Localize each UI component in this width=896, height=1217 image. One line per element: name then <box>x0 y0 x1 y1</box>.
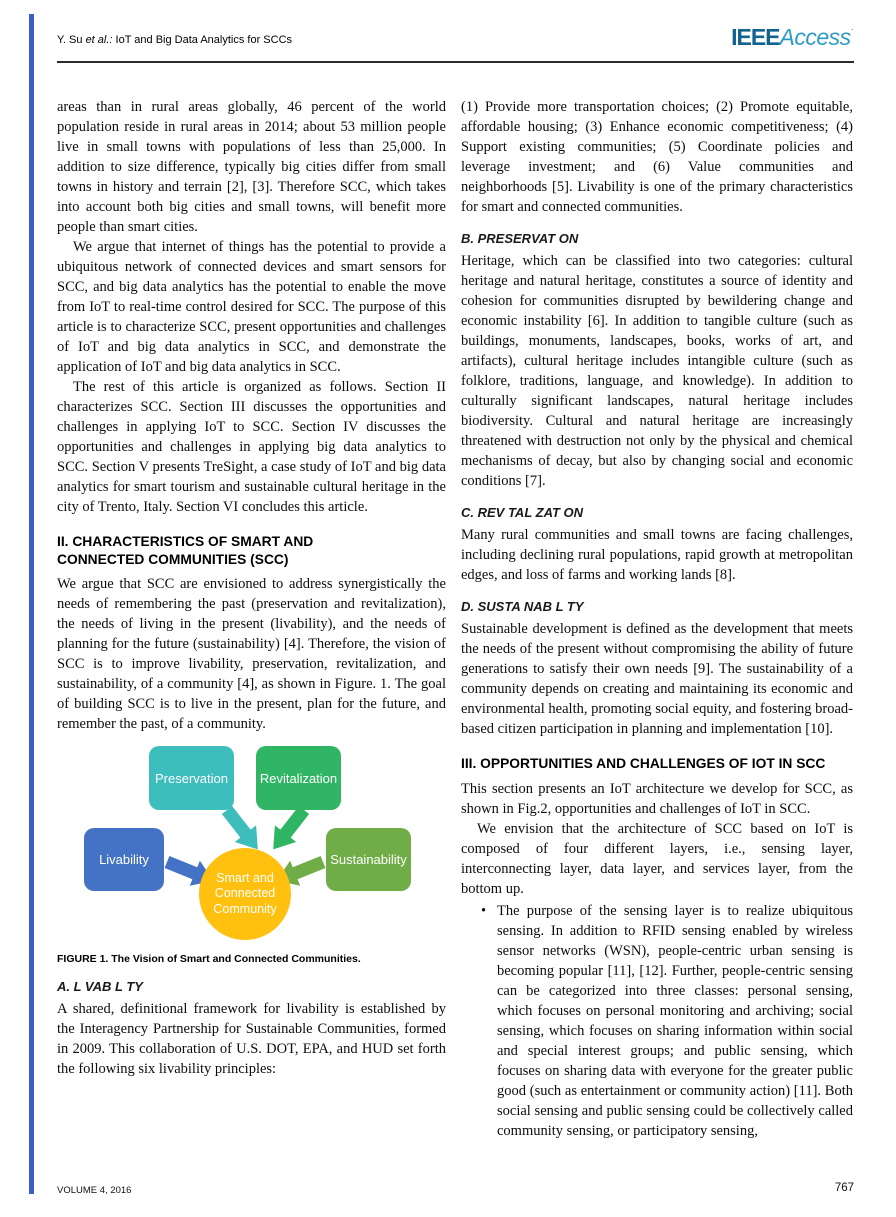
node-livability: Livability <box>84 828 164 891</box>
section-heading-iii: III. OPPORTUNITIES AND CHALLENGES OF IOT IN SCC <box>461 756 826 771</box>
paragraph: A shared, definitional framework for livability is established by the Interagency Partnership for Sustainable Communities, formed in 2009. This collaboration of U.S. DOT, EPA, and HUD set forth the following six livability principles: <box>57 1001 446 1077</box>
subsection-heading-d: D. SUSTA NAB L TY <box>461 599 584 614</box>
subsection-heading-a: A. L VAB L TY <box>57 979 143 994</box>
footer-page-number: 767 <box>834 1182 854 1194</box>
paragraph: areas than in rural areas globally, 46 percent of the world population reside in rural areas in 2014; about 53 million people live in small towns with populations of less than 25,000. In addition to size difference, typically big cities differ from small towns in history and terrain [2], [3]. Therefore SCC, which takes into account both big cities and small towns, will benefit more people than smart cities. <box>57 99 446 235</box>
left-column <box>57 97 446 1079</box>
list-item <box>461 901 853 1141</box>
figure-caption-text: The Vision of Smart and Connected Communities. <box>111 953 361 965</box>
running-head <box>57 34 292 46</box>
paragraph: (1) Provide more transportation choices; (2) Promote equitable, affordable housing; (3) Enhance economic competitiveness; (4) Support existing communities; (5) Coordinate policies and leverage investment; and (6) Value communities and neighborhoods [5]. Livability is one of the primary characteristics for smart and connected communities. <box>461 99 853 215</box>
header-divider <box>57 61 854 63</box>
revitalization-arrow-icon <box>263 802 315 858</box>
logo-registered-mark: · <box>850 24 854 35</box>
running-head-etal: et al.: <box>85 34 113 46</box>
ieee-access-logo <box>731 24 854 51</box>
figure-1-diagram <box>57 744 446 944</box>
list-item-text: The purpose of the sensing layer is to realize ubiquitous sensing. In addition to RFID sensing enabled by wireless sensor networks (WSN), people-centric urban sensing is becoming popular [11], [12]. Further, people-centric sensing can be categorized into three classes: personal sensing, which focuses on personal monitoring and archiving; social sensing, which focuses on sharing information within social and special interest groups; and public sensing, which focuses on sharing data with everyone for the greater public good (such as entertainment or community action) [11]. Both social sensing and public sensing could be collectively called community sensing, or participatory sensing, <box>497 902 853 1139</box>
footer-volume: VOLUME 4, 2016 <box>57 1185 132 1196</box>
ieee-logo-text: IEEE <box>731 24 780 50</box>
center-label-line2: Connected <box>214 886 276 901</box>
center-label-line1: Smart and <box>216 870 274 885</box>
running-head-title: IoT and Big Data Analytics for SCCs <box>115 34 293 46</box>
node-preservation: Preservation <box>149 746 234 810</box>
access-logo-text: Access <box>779 24 851 50</box>
paragraph: The rest of this article is organized as follows. Section II characterizes SCC. Section III discusses the opportunities and challenges in applying IoT to SCC. Section IV discusses the opportunities and challenges in applying big data analytics to SCC. Section V presents TreSight, a case study of IoT and big data analytics for smart tourism and sustainable cultural heritage in the city of Trento, Italy. Section VI concludes this article. <box>57 379 446 515</box>
figure-caption-label: FIGURE 1. <box>57 953 109 965</box>
section-heading-ii <box>57 533 446 568</box>
section-heading-ii-line1: II. CHARACTERISTICS OF SMART AND <box>57 534 314 549</box>
paragraph: Many rural communities and small towns are facing challenges, including declining rural populations, rapid growth at metropolitan edges, and loss of farms and working lands [8]. <box>461 527 853 583</box>
paragraph: We argue that internet of things has the potential to provide a ubiquitous network of connected devices and smart sensors for SCC, and big data analytics has the potential to enable the move from IoT to real-time control desired for SCC. The purpose of this article is to characterize SCC, present opportunities and challenges of IoT and big data analytics in SCC, and demonstrate the application of IoT and big data analytics in SCC. <box>57 239 446 375</box>
paragraph: Heritage, which can be classified into two categories: cultural heritage and natural heritage, constitutes a source of identity and cohesion for communities disrupted by bewildering change and economic instability [6]. In addition to tangible culture (such as buildings, monuments, landscapes, books, works of art, and artifacts), cultural heritage includes intangible culture (such as folklore, traditions, language, and knowledge). In addition to culturally significant landscapes, natural heritage includes biodiversity. Cultural and natural heritage are increasingly threatened with destruction not only by the physical and chemical mechanisms of decay, but also by changing social and economic conditions [7]. <box>461 253 853 489</box>
figure-1 <box>57 744 446 965</box>
paragraph: This section presents an IoT architecture we develop for SCC, as shown in Fig.2, opportunities and challenges of IoT in SCC. <box>461 780 853 817</box>
paragraph: We envision that the architecture of SCC based on IoT is composed of four different layers, i.e., sensing layer, interconnecting layer, data layer, and services layer, from the bottom up. <box>461 820 853 897</box>
paragraph: Sustainable development is defined as the development that meets the needs of the present without compromising the ability of future generations to satisfy their own needs [9]. The sustainability of a community depends on creating and maintaining its economic and environmental health, promoting social equity, and fostering broad-based citizen participation in planning and implementation [10]. <box>461 621 853 737</box>
center-label-line3: Community <box>213 901 277 916</box>
section-heading-ii-line2: CONNECTED COMMUNITIES (SCC) <box>57 551 289 567</box>
node-revitalization: Revitalization <box>256 746 341 810</box>
figure-1-caption <box>57 953 446 965</box>
node-sustainability: Sustainability <box>326 828 411 891</box>
subsection-heading-c: C. REV TAL ZAT ON <box>461 505 584 520</box>
running-head-author: Y. Su <box>57 34 83 46</box>
subsection-heading-b: B. PRESERVAT ON <box>461 231 579 246</box>
node-smart-connected-community <box>199 848 291 940</box>
right-column <box>461 97 853 1141</box>
bullet-icon: • <box>481 902 487 919</box>
paragraph: We argue that SCC are envisioned to address synergistically the needs of remembering the past (preservation and revitalization), the needs of living in the present (livability), and the needs of planning for the future (sustainability) [4]. Therefore, the vision of SCC is to improve livability, preservation, revitalization, and sustainability, of a community [4], as shown in Figure. 1. The goal of building SCC is to live in the present, plan for the future, and remember the past, of a community. <box>57 576 446 732</box>
left-accent-bar <box>29 14 34 1194</box>
